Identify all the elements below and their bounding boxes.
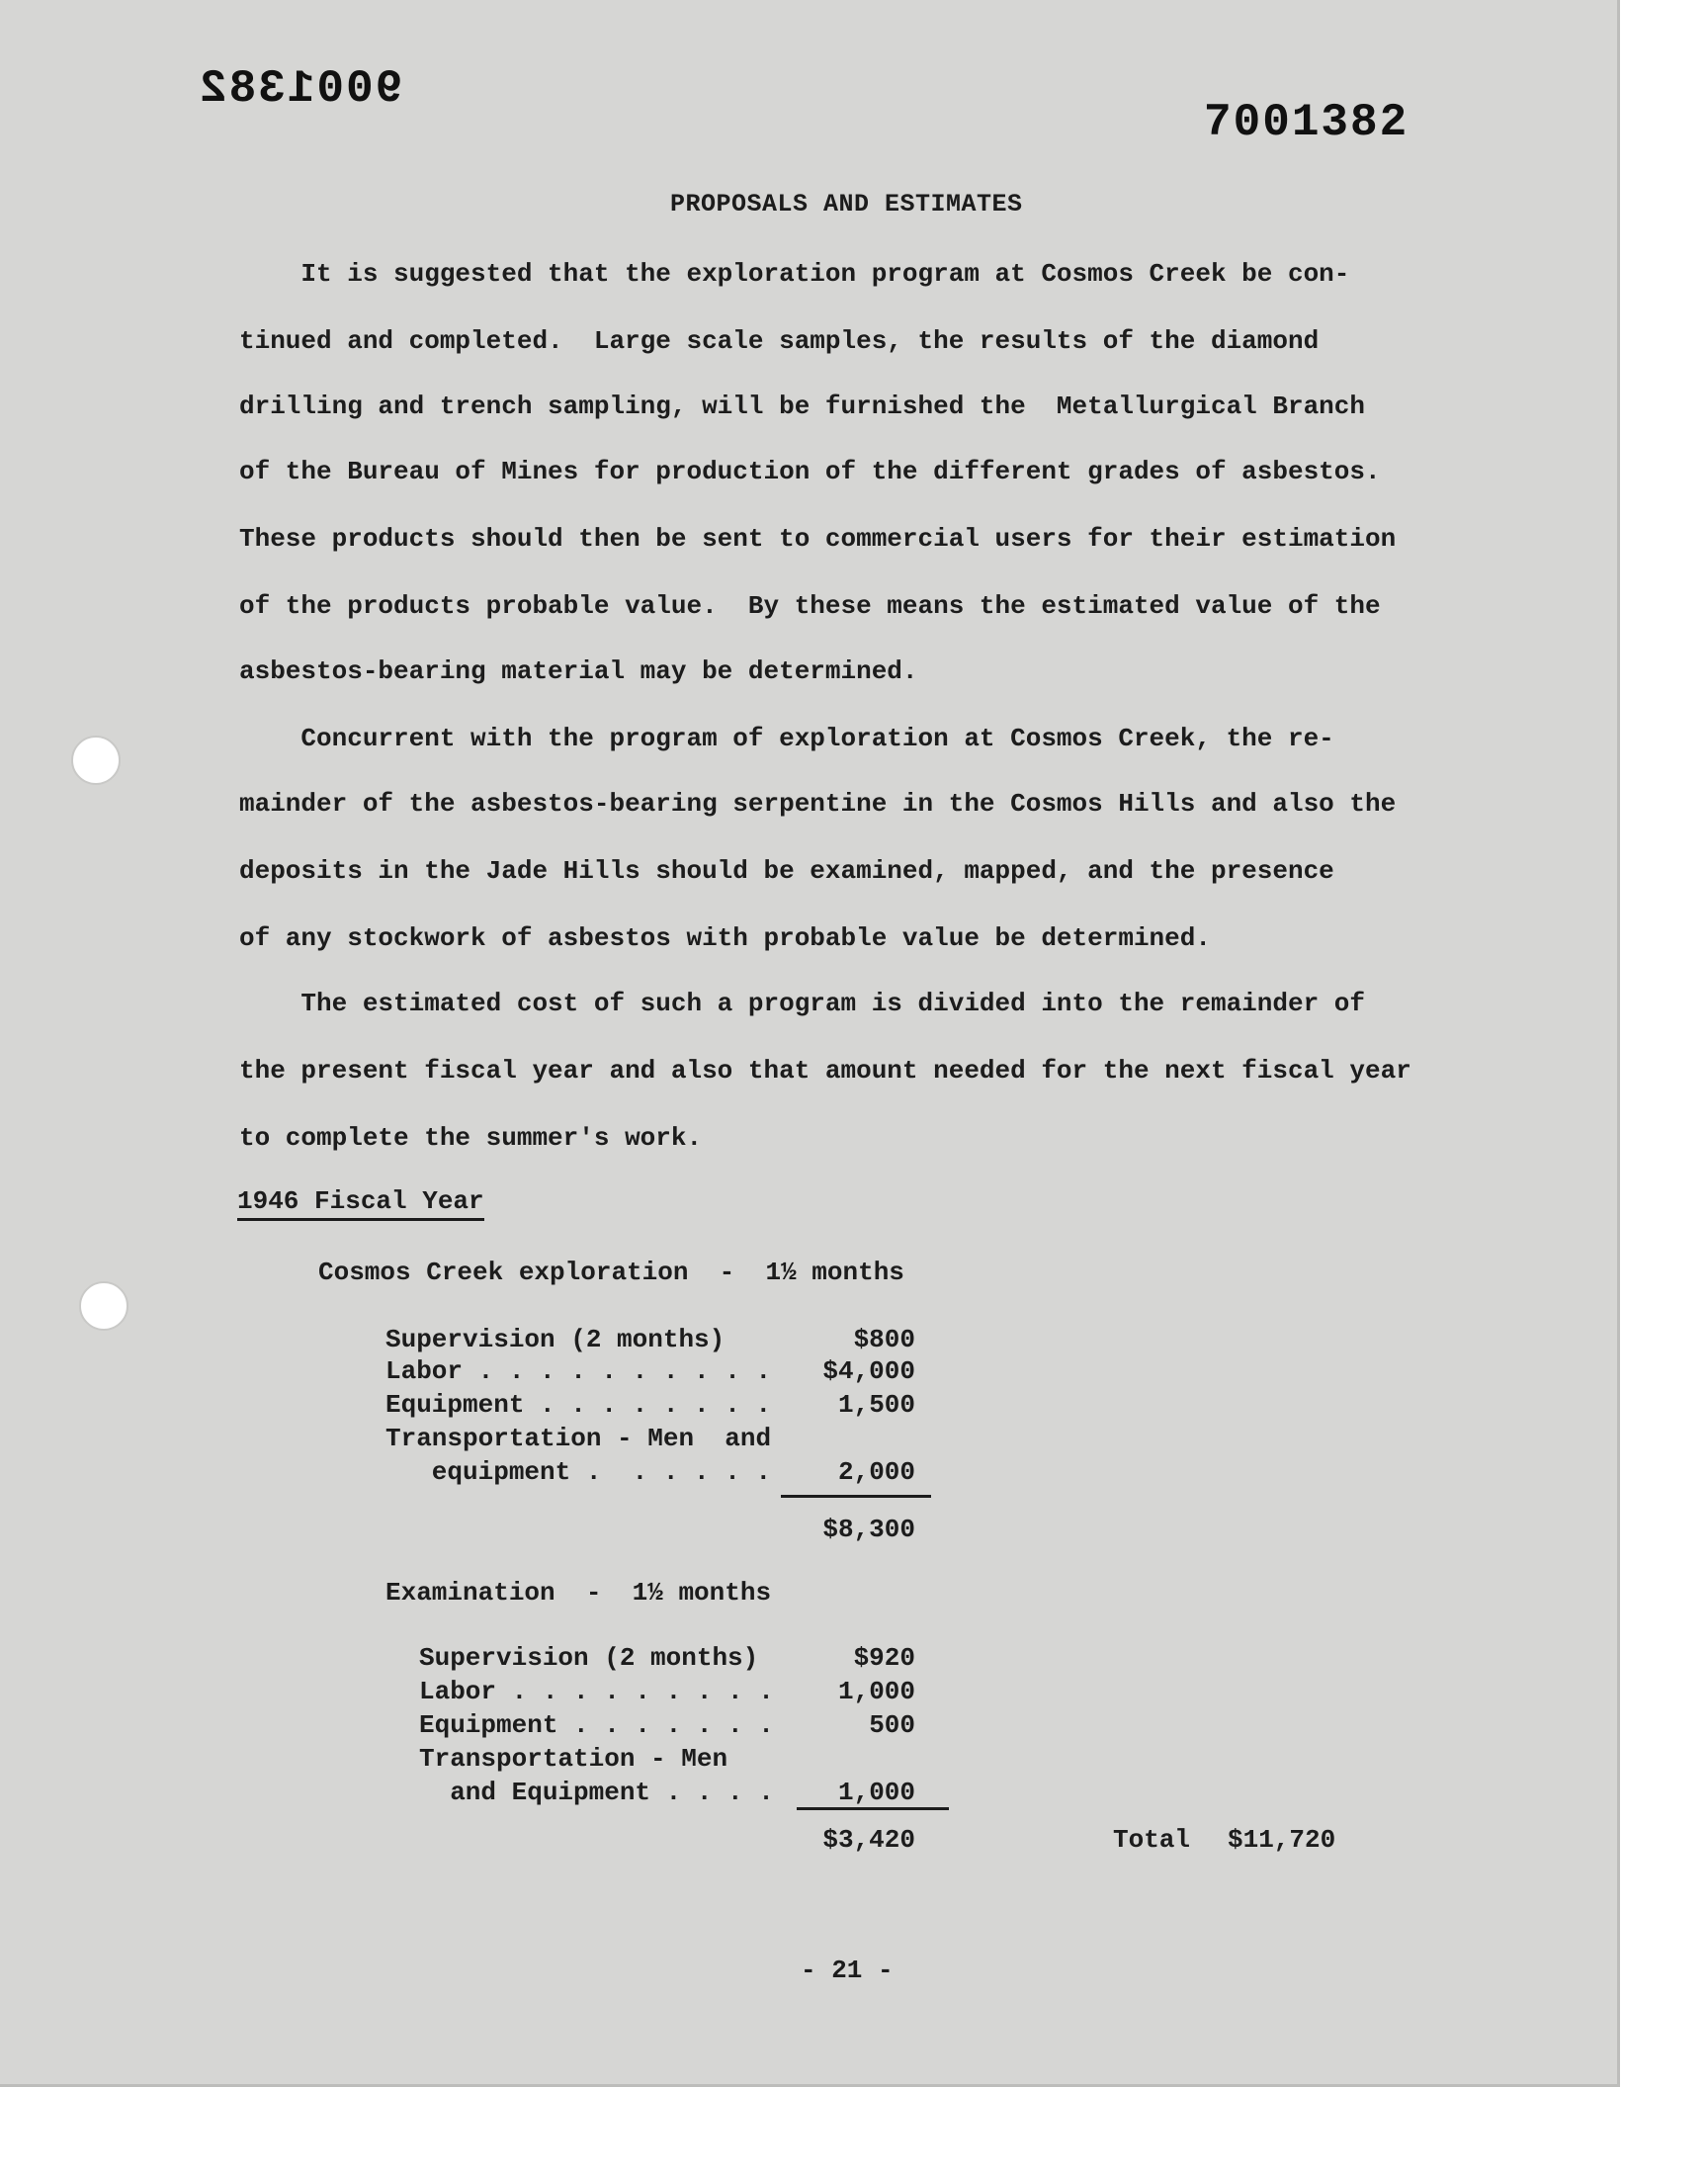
text-line: to complete the summer's work. (239, 1123, 703, 1153)
text-line: of the Bureau of Mines for production of the different grades of asbestos. (239, 457, 1381, 486)
text-line: These products should then be sent to commercial users for their estimation (239, 524, 1397, 554)
text-line: It is suggested that the exploration program at Cosmos Creek be con- (239, 259, 1350, 289)
cost-item-label: and Equipment . . . . (419, 1778, 774, 1807)
cost-item-amount: $4,000 (822, 1356, 915, 1386)
cost-item-label: equipment . . . . . . (385, 1457, 772, 1487)
total-label: Total (1113, 1825, 1191, 1855)
cost-item-amount: $920 (853, 1643, 915, 1673)
subtotal-amount: $3,420 (822, 1825, 915, 1855)
cost-item-label: Equipment . . . . . . . (419, 1710, 774, 1740)
cost-item-label: Supervision (2 months) (385, 1325, 726, 1354)
total-amount: $11,720 (1228, 1825, 1336, 1855)
section-heading-examination: Examination - 1½ months (385, 1578, 772, 1608)
subtotal-rule (797, 1807, 949, 1810)
text-line: of any stockwork of asbestos with probable value be determined. (239, 923, 1211, 953)
cost-item-label: Labor . . . . . . . . . (419, 1677, 774, 1706)
text-line: the present fiscal year and also that amount needed for the next fiscal year (239, 1056, 1411, 1086)
cost-item-amount: $800 (853, 1325, 915, 1354)
text-line: Concurrent with the program of exploration at Cosmos Creek, the re- (239, 724, 1334, 753)
stamp-number-mirrored: 9001382 (198, 63, 403, 115)
cost-item-label: Supervision (2 months) (419, 1643, 759, 1673)
section-heading-exploration: Cosmos Creek exploration - 1½ months (318, 1258, 904, 1287)
stamp-number: 7001382 (1204, 97, 1409, 148)
text-line: The estimated cost of such a program is divided into the remainder of (239, 989, 1365, 1018)
cost-item-label: Equipment . . . . . . . . (385, 1390, 772, 1420)
subtotal-rule (781, 1495, 931, 1498)
fiscal-year-heading: 1946 Fiscal Year (237, 1186, 484, 1221)
text-line: asbestos-bearing material may be determined. (239, 656, 918, 686)
cost-item-amount: 500 (869, 1710, 915, 1740)
text-line: deposits in the Jade Hills should be examined, mapped, and the presence (239, 856, 1334, 886)
text-line: of the products probable value. By these means the estimated value of the (239, 591, 1381, 621)
cost-item-amount: 1,000 (837, 1778, 915, 1807)
cost-item-amount: 2,000 (837, 1457, 915, 1487)
punch-hole-bottom (79, 1281, 128, 1331)
punch-hole-top (71, 736, 121, 785)
text-line: mainder of the asbestos-bearing serpentine in the Cosmos Hills and also the (239, 789, 1397, 819)
cost-item-label: Transportation - Men and (385, 1424, 772, 1453)
text-line: tinued and completed. Large scale samples, the results of the diamond (239, 326, 1320, 356)
cost-item-label: Transportation - Men (419, 1744, 728, 1774)
page-title: PROPOSALS AND ESTIMATES (670, 190, 1023, 218)
page-number: - 21 - (801, 1956, 894, 1985)
cost-item-amount: 1,000 (837, 1677, 915, 1706)
cost-item-label: Labor . . . . . . . . . . (385, 1356, 772, 1386)
cost-item-amount: 1,500 (837, 1390, 915, 1420)
subtotal-amount: $8,300 (822, 1515, 915, 1544)
text-line: drilling and trench sampling, will be furnished the Metallurgical Branch (239, 392, 1365, 421)
